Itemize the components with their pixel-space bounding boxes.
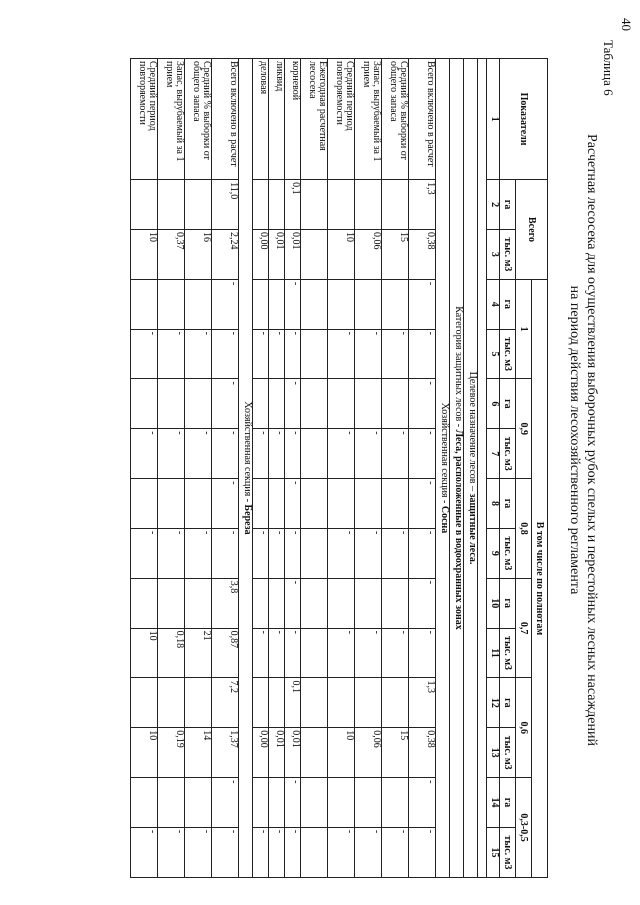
table-cell: - [212,778,239,828]
table-cell: 0,06 [355,728,382,778]
table-cell [269,279,285,329]
table-cell [382,778,409,828]
table-cell [269,479,285,529]
table-cell [301,778,328,828]
table-cell [253,578,269,628]
table-cell: - [285,329,301,379]
table-cell: - [212,429,239,479]
table-cell: - [328,528,355,578]
col-num: 4 [487,279,500,329]
table-cell [131,279,158,329]
col-num: 9 [487,528,500,578]
table-title [566,120,600,760]
header-unit: га [500,379,516,429]
table-cell: - [409,578,436,628]
row-label: Ежегодная расчетная лесосека [301,59,328,180]
table-cell [131,778,158,828]
table-cell [269,578,285,628]
table-cell [185,479,212,529]
header-unit: тыс. м3 [500,528,516,578]
table-cell [301,379,328,429]
table-cell: - [409,429,436,479]
table-cell [158,678,185,728]
section-prefix: Хозяйственная секция - [242,401,253,505]
col-num: 5 [487,329,500,379]
col-num: 15 [487,827,500,877]
table-cell: - [131,429,158,479]
table-cell: 7,2 [212,678,239,728]
table-cell [158,379,185,429]
table-cell [131,180,158,230]
title-line-1: Расчетная лесосека для осуществления выборочных рубок спелых и перестойных лесных насаждений [584,134,599,746]
table-cell: - [285,279,301,329]
table-cell: 3,8 [212,578,239,628]
header-unit: тыс. м3 [500,329,516,379]
cutting-area-table [130,58,548,878]
table-cell [328,678,355,728]
table-cell: 0,01 [269,229,285,279]
table-cell: - [158,827,185,877]
table-cell: - [185,528,212,578]
row-label: корневой [285,59,301,180]
table-cell: - [269,429,285,479]
table-row [301,59,328,878]
table-cell: - [212,379,239,429]
table-cell: 10 [328,728,355,778]
table-cell [328,778,355,828]
col-num: 2 [487,180,500,230]
table-cell: - [158,429,185,479]
table-cell [185,678,212,728]
table-cell: - [409,279,436,329]
header-density: 1 [516,279,532,379]
col-num: 12 [487,678,500,728]
table-row [158,59,185,878]
table-row [253,59,269,878]
table-cell: 0,1 [285,180,301,230]
purpose-value: защитные леса. [467,493,478,565]
table-cell: - [269,827,285,877]
table-cell: 15 [382,728,409,778]
table-cell: - [285,429,301,479]
header-unit: га [500,578,516,628]
table-cell: - [382,528,409,578]
table-cell [301,429,328,479]
header-unit: тыс. м3 [500,429,516,479]
table-cell [185,279,212,329]
table-cell [382,678,409,728]
row-label: ликвид [269,59,285,180]
table-cell [269,379,285,429]
table-cell [185,778,212,828]
table-cell [355,678,382,728]
table-cell [185,379,212,429]
table-cell: 1,3 [409,678,436,728]
table-cell: - [285,528,301,578]
table-cell: - [285,628,301,678]
table-cell: - [409,479,436,529]
section-prefix: Хозяйственная секция - [439,402,450,506]
table-cell: - [409,778,436,828]
table-cell [382,180,409,230]
header-unit: га [500,479,516,529]
table-cell [131,678,158,728]
table-cell: - [212,827,239,877]
table-cell [185,180,212,230]
table-cell: - [409,528,436,578]
table-cell [382,379,409,429]
table-cell [301,827,328,877]
table-cell: - [355,528,382,578]
table-cell: 0,06 [355,229,382,279]
col-num: 1 [487,59,500,180]
table-cell: - [185,827,212,877]
title-line-2: на период действия лесохозяйственного регламента [567,285,582,595]
table-cell [253,279,269,329]
col-num: 3 [487,229,500,279]
table-cell: 0,00 [253,728,269,778]
table-cell [301,528,328,578]
table-cell [131,578,158,628]
row-label: Запас, вырубаемый за 1 прием [355,59,382,180]
table-cell [328,379,355,429]
table-row [285,59,301,878]
table-cell: 15 [382,229,409,279]
table-cell: 0,01 [285,229,301,279]
table-cell: 21 [185,628,212,678]
section-value: Береза [242,504,253,535]
col-num: 11 [487,628,500,678]
table-cell: - [131,329,158,379]
table-cell: - [285,778,301,828]
table-label: Таблица 6 [601,40,616,96]
spacer-row [478,59,487,878]
table-cell: 0,01 [285,728,301,778]
table-cell: 10 [328,229,355,279]
table-cell: 0,01 [269,728,285,778]
table-cell: - [212,279,239,329]
table-cell: - [253,329,269,379]
header-density: 0,7 [516,578,532,678]
header-unit: тыс. м3 [500,229,516,279]
table-cell: 0,37 [158,229,185,279]
category-row [450,59,464,878]
section-birch-rows [131,59,239,878]
table-cell [301,329,328,379]
table-cell [355,778,382,828]
table-cell: 10 [131,728,158,778]
col-num: 8 [487,479,500,529]
table-cell: - [382,329,409,379]
header-density: 0,9 [516,379,532,479]
section-row-birch [239,59,253,878]
table-cell: - [131,528,158,578]
row-label: Всего включено в расчет [409,59,436,180]
table-cell: 1,37 [212,728,239,778]
table-cell [253,678,269,728]
table-cell: - [212,528,239,578]
table-cell [382,479,409,529]
table-cell [158,180,185,230]
table-cell: - [269,528,285,578]
table-cell [328,578,355,628]
table-cell: - [158,528,185,578]
table-cell: 0,19 [158,728,185,778]
table-cell [269,678,285,728]
table-cell [355,379,382,429]
category-prefix: Категория защитных лесов - [453,306,464,430]
table-cell: - [131,827,158,877]
table-cell: - [328,827,355,877]
table-cell: - [409,628,436,678]
table-cell: 0,38 [409,728,436,778]
table-cell [301,479,328,529]
table-cell [185,578,212,628]
table-row [131,59,158,878]
table-cell [355,180,382,230]
table-cell [269,180,285,230]
table-cell: 2,24 [212,229,239,279]
purpose-row [464,59,478,878]
section-row-pine [436,59,450,878]
table-cell: - [382,628,409,678]
table-cell: - [355,329,382,379]
table-cell [301,229,328,279]
header-unit: га [500,180,516,230]
col-num: 14 [487,778,500,828]
table-cell [382,578,409,628]
header-unit: га [500,279,516,329]
table-cell [253,379,269,429]
header-indicators: Показатели [500,59,548,180]
table-cell: - [382,827,409,877]
table-cell [158,479,185,529]
table-row [269,59,285,878]
table-cell [131,479,158,529]
table-cell: 14 [185,728,212,778]
table-cell: 0,18 [158,628,185,678]
table-cell: - [285,379,301,429]
table-cell: 11,0 [212,180,239,230]
table-cell [301,180,328,230]
header-density: 0,3-0,5 [516,778,532,878]
row-label: Средний % выборки от общего запаса [382,59,409,180]
table-cell: - [285,578,301,628]
header-unit: тыс. м3 [500,728,516,778]
page-number: 40 [619,18,634,31]
table-cell: - [212,329,239,379]
row-label: Средний период повторяемости [131,59,158,180]
table-cell [158,578,185,628]
table-cell [382,279,409,329]
col-num: 10 [487,578,500,628]
table-cell: - [253,429,269,479]
header-density: 0,6 [516,678,532,778]
table-cell [355,578,382,628]
table-cell: - [185,329,212,379]
table-row [185,59,212,878]
table-cell [253,778,269,828]
header-unit: га [500,678,516,728]
table-cell: - [285,479,301,529]
row-label: Всего включено в расчет [212,59,239,180]
header-by-density: В том числе по полнотам [532,279,548,877]
table-cell: - [355,429,382,479]
header-total: Всего [516,180,548,280]
table-cell: 10 [131,628,158,678]
table-cell [158,778,185,828]
table-cell: - [158,329,185,379]
table-row [382,59,409,878]
table-cell [301,578,328,628]
table-cell [253,180,269,230]
table-cell [328,279,355,329]
table-cell [328,180,355,230]
table-cell [269,778,285,828]
col-num: 13 [487,728,500,778]
table-cell: 0,87 [212,628,239,678]
row-label: Средний % выборки от общего запаса [185,59,212,180]
table-row [409,59,436,878]
table-cell [355,479,382,529]
table-cell: - [285,827,301,877]
table-row [212,59,239,878]
table-row [355,59,382,878]
table-cell: 0,1 [285,678,301,728]
table-cell: - [409,827,436,877]
section-value: Сосна [439,505,450,534]
table-cell: - [269,628,285,678]
table-cell: - [409,329,436,379]
table-cell: - [253,827,269,877]
table-cell: - [355,827,382,877]
table-cell [328,479,355,529]
col-num: 6 [487,379,500,429]
table-cell [301,279,328,329]
purpose-prefix: Целевое назначение лесов – [467,371,478,494]
table-cell: 0,00 [253,229,269,279]
table-cell: - [382,429,409,479]
table-cell: 0,38 [409,229,436,279]
section-pine-rows [253,59,436,878]
row-label: Средний период повторяемости [328,59,355,180]
col-num: 7 [487,429,500,479]
table-cell: - [328,329,355,379]
table-cell: 1,3 [409,180,436,230]
table-cell: 10 [131,229,158,279]
table-cell: - [253,628,269,678]
table-cell [355,279,382,329]
column-number-row [487,59,500,878]
table-cell [301,728,328,778]
table-cell: - [328,429,355,479]
table-cell [253,479,269,529]
header-unit: тыс. м3 [500,827,516,877]
row-label: деловая [253,59,269,180]
table-cell [301,678,328,728]
row-label: Запас, вырубаемый за 1 прием [158,59,185,180]
table-row [328,59,355,878]
table-cell [131,379,158,429]
table-cell: - [253,528,269,578]
table-cell: - [212,479,239,529]
table-cell: - [355,628,382,678]
table-cell: 16 [185,229,212,279]
table-cell [301,628,328,678]
table-cell: - [185,429,212,479]
header-unit: тыс. м3 [500,628,516,678]
table-cell: - [409,379,436,429]
table-cell: - [328,628,355,678]
header-density: 0,8 [516,479,532,579]
table-cell: - [269,329,285,379]
table-cell [158,279,185,329]
header-unit: га [500,778,516,828]
category-value: Леса, расположенные в водоохранных зонах [453,429,464,630]
